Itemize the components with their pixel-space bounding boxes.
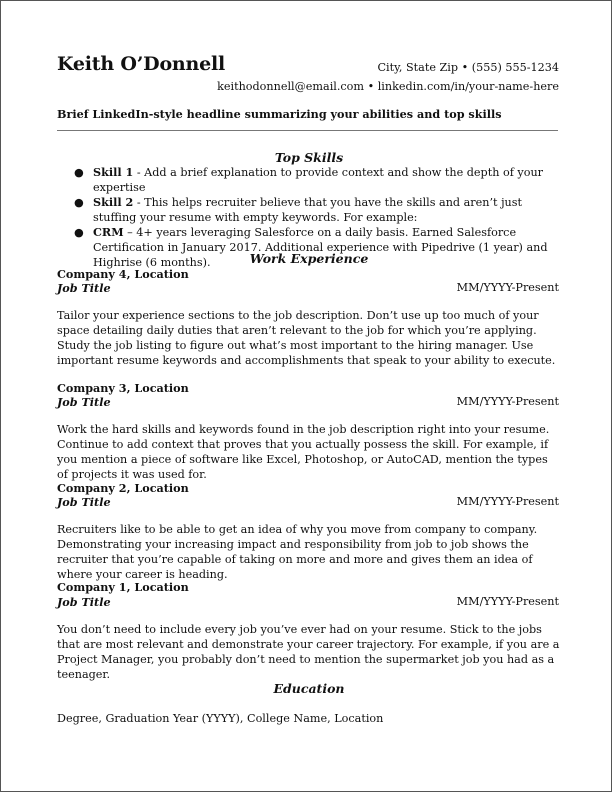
job-title: Job Title bbox=[57, 495, 111, 509]
skill-item bbox=[57, 165, 561, 195]
job-title: Job Title bbox=[57, 395, 111, 409]
skill-text: - Add a brief explanation to provide context and show the depth of your expertise bbox=[93, 166, 544, 194]
company-name: Company 1, Location bbox=[57, 580, 189, 594]
company-name: Company 2, Location bbox=[57, 481, 189, 495]
job-title: Job Title bbox=[57, 281, 111, 295]
bullet-icon: ● bbox=[74, 166, 84, 179]
job-description: Tailor your experience sections to the job description. Don’t use up too much of your space detailing daily duties that aren’t relevant to the job for which you’re applying. Study the job listing to figure out what’s most important to the hiring manager. Use important resume keywords and accomplishments that speak to your ability to execute. bbox=[57, 309, 556, 367]
skills-section-title: Top Skills bbox=[274, 150, 344, 165]
location-phone: City, State Zip • (555) 555-1234 bbox=[377, 61, 559, 74]
skill-text: – 4+ years leveraging Salesforce on a daily basis. Earned Salesforce Certification in January 2017. Additional experience with Pipedrive (1 year) and Highrise (6 months). bbox=[93, 226, 548, 269]
job-description: Work the hard skills and keywords found in the job description right into your resume. Continue to add context that proves that you actually possess the skill. For example, if you mention a piece of software like Excel, Photoshop, or AutoCAD, mention the types of projects it was used for. bbox=[57, 423, 550, 481]
skill-label: Skill 1 bbox=[93, 165, 134, 179]
job-dates: MM/YYYY-Present bbox=[456, 595, 559, 608]
company-name: Company 3, Location bbox=[57, 381, 189, 395]
job-dates: MM/YYYY-Present bbox=[456, 495, 559, 508]
job-dates: MM/YYYY-Present bbox=[456, 395, 559, 408]
bullet-icon: ● bbox=[74, 196, 84, 209]
job-dates: MM/YYYY-Present bbox=[456, 281, 559, 294]
candidate-name: Keith O’Donnell bbox=[57, 53, 226, 75]
experience-section-title: Work Experience bbox=[249, 251, 369, 266]
education-entry: Degree, Graduation Year (YYYY), College Name, Location bbox=[57, 712, 384, 725]
header-divider bbox=[57, 130, 558, 131]
company-name: Company 4, Location bbox=[57, 267, 189, 281]
skill-item bbox=[57, 195, 561, 225]
headline: Brief LinkedIn-style headline summarizing your abilities and top skills bbox=[57, 107, 502, 121]
skill-text: - This helps recruiter believe that you have the skills and aren’t just stuffing your resume with empty keywords. For example: bbox=[93, 196, 523, 224]
skill-label: Skill 2 bbox=[93, 195, 134, 209]
job-description: You don’t need to include every job you’ve ever had on your resume. Stick to the jobs that are most relevant and demonstrate your career trajectory. For example, if you are a Project Manager, you probably don’t need to mention the supermarket job you had as a teenager. bbox=[57, 623, 560, 681]
job-description: Recruiters like to be able to get an idea of why you move from company to company. Demonstrating your increasing impact and responsibility from job to job shows the recruiter that you’re capable of taking on more and more and gives them an idea of where your career is heading. bbox=[57, 523, 538, 581]
job-title: Job Title bbox=[57, 595, 111, 609]
skill-label: CRM bbox=[93, 225, 124, 239]
email-linkedin: keithodonnell@email.com • linkedin.com/in/your-name-here bbox=[217, 80, 559, 93]
bullet-icon: ● bbox=[74, 226, 84, 239]
education-section-title: Education bbox=[273, 681, 345, 696]
